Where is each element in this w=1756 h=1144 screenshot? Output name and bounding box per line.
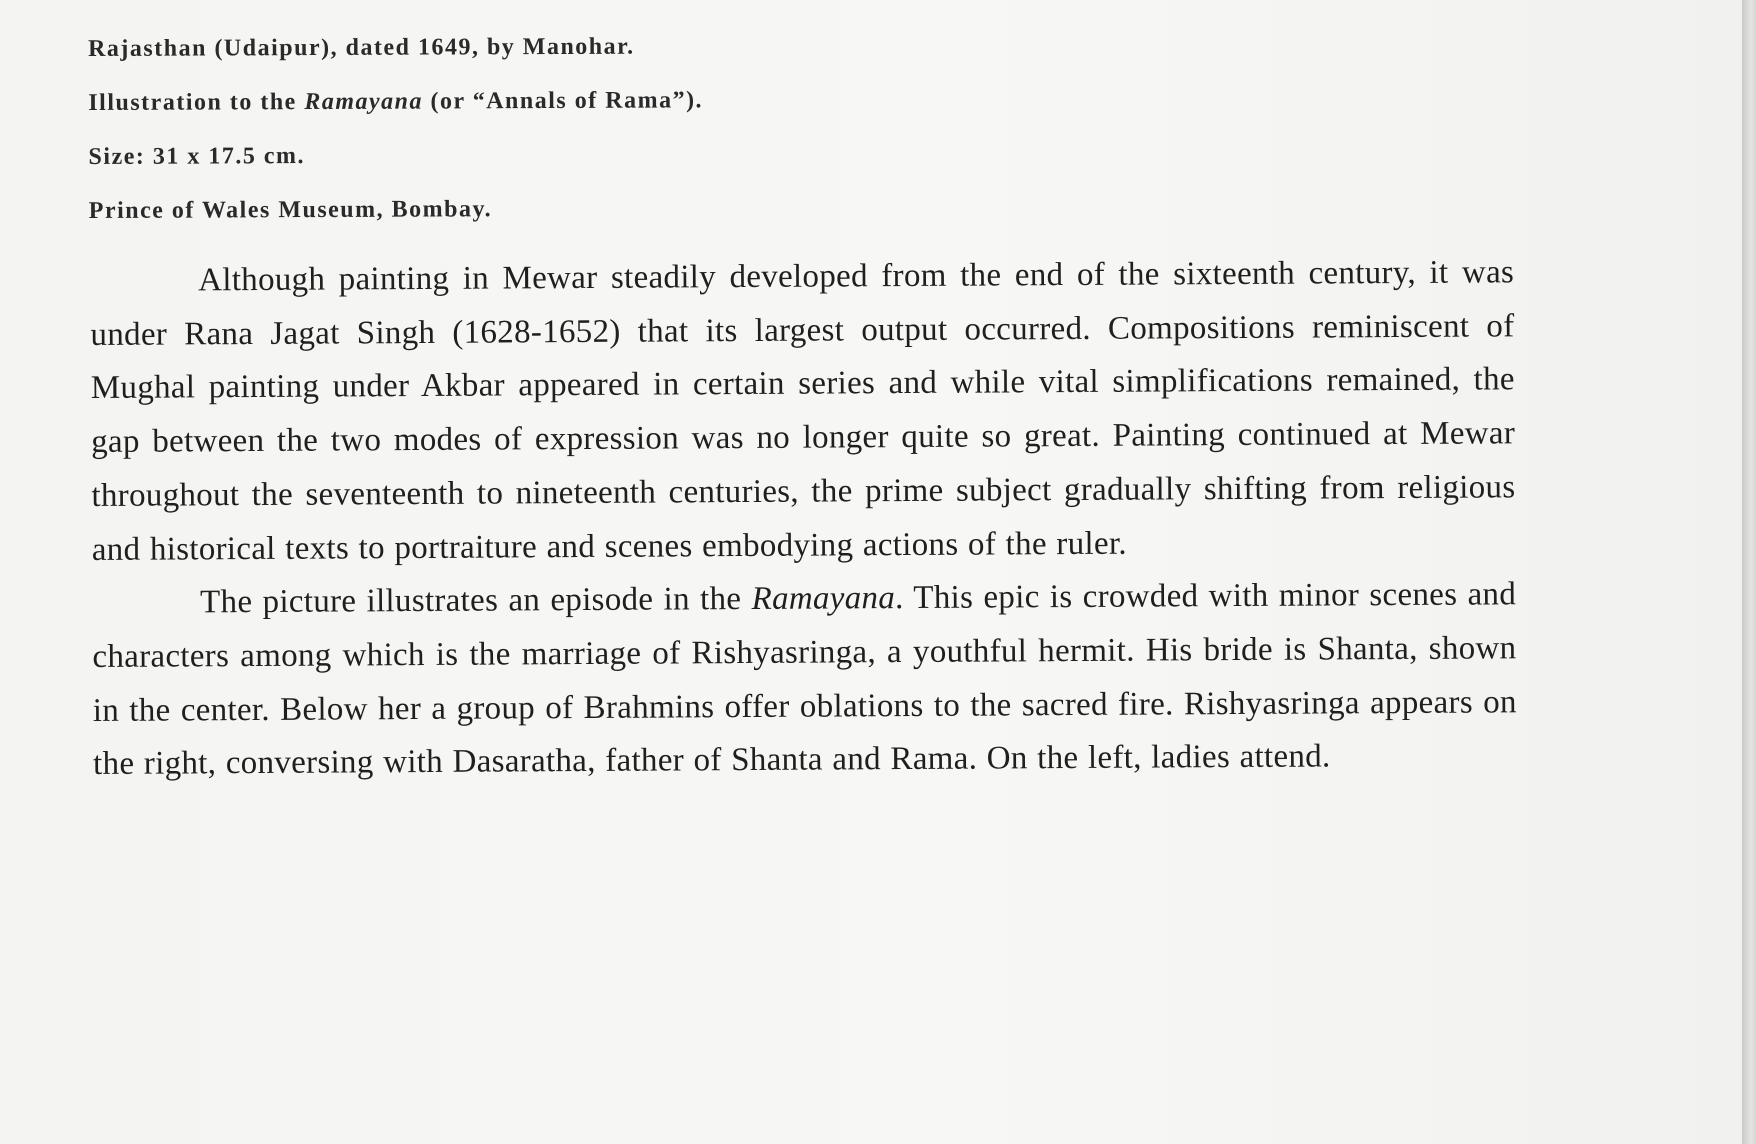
caption-collection-line: Prince of Wales Museum, Bombay.: [88, 196, 493, 224]
plate-caption: [88, 32, 989, 252]
caption-title-italic: Ramayana: [304, 88, 424, 116]
page-edge: [1742, 0, 1756, 1144]
paragraph2-prefix: The picture illustrates an episode in the: [200, 581, 752, 621]
paragraph-picture-description: [92, 569, 1517, 793]
caption-title-suffix: (or “Annals of Rama”).: [422, 87, 704, 115]
paragraph2-suffix: . This epic is crowded with minor scenes and characters among which is the marriage of Rishyasringa, a youthful hermit. His bride is Shanta, shown in the center. Below her a group of Brahmins offer oblations to the sacred fire. Rishyasringa appears on the right, conversing with Dasaratha, father of Shanta and Rama. On the left, ladies attend.: [92, 576, 1517, 783]
paragraph2-italic-title: Ramayana: [751, 580, 896, 618]
caption-title-prefix: Illustration to the: [88, 89, 305, 116]
caption-title-line: [88, 86, 988, 117]
body-text: [90, 246, 1517, 792]
paragraph-mewar-history: Although painting in Mewar steadily developed from the end of the sixteenth century, it was under Rana Jagat Singh (1628-1652) that its largest output occurred. Compositions reminiscent of Mughal painting under Akbar appeared in certain series and while vital simplifications remained, the gap between the two modes of expression was no longer quite so great. Painting continued at Mewar throughout the seventeenth to nineteenth centuries, the prime subject gradually shifting from religious and historical texts to portraiture and scenes embodying actions of the ruler.: [90, 254, 1516, 568]
caption-origin-line: Rajasthan (Udaipur), dated 1649, by Manohar.: [88, 33, 635, 62]
caption-size-line: Size: 31 x 17.5 cm.: [88, 143, 306, 170]
